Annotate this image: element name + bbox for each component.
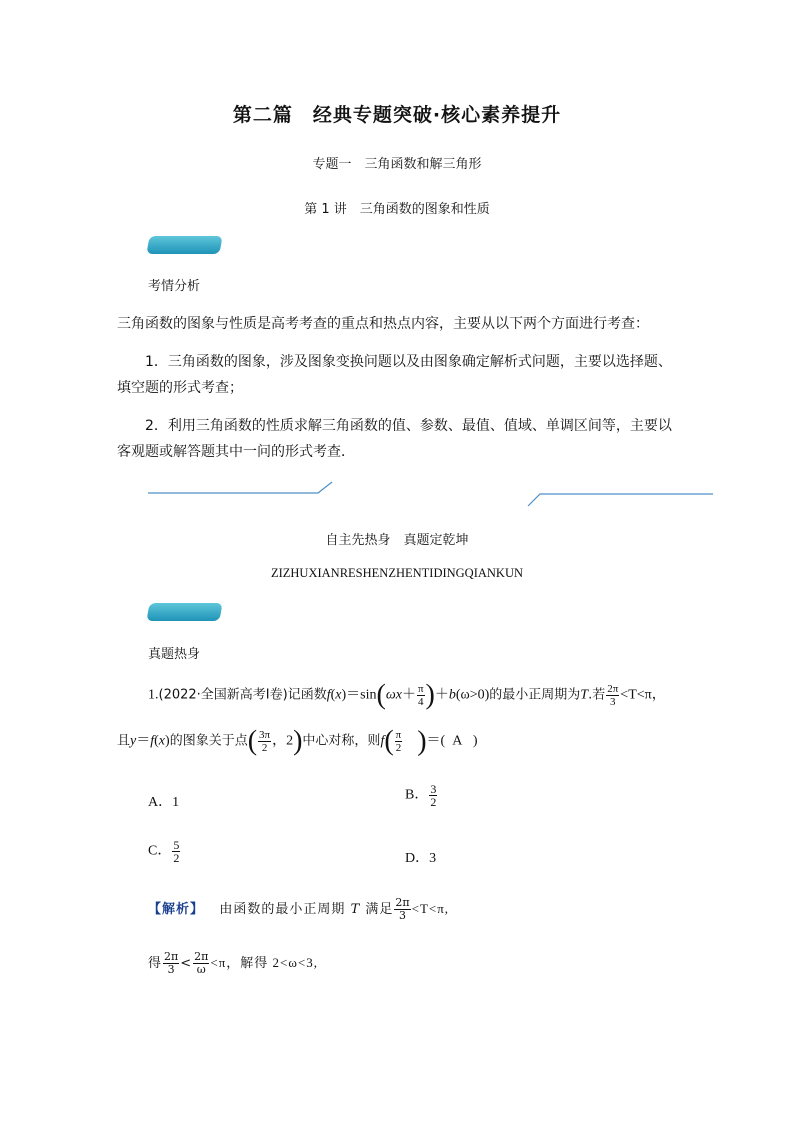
section-badge	[146, 236, 222, 254]
question-line-1: 1.(2022·全国新高考Ⅰ卷)记函数f(x)＝sin(ωx＋ $\frac{\pi}{4}$ )＋b(ω>0)的最小正周期为T.若 $\frac{2\pi}{3}$ <T<π，	[148, 679, 666, 711]
warmup-title: 自主先热身 真题定乾坤	[325, 533, 469, 548]
question-line-2: 且y＝f(x)的图象关于点( $\frac{3\pi}{2}$ ，2)中心对称，则f( $\frac{\pi}{2}$ )＝( A )	[117, 725, 478, 757]
analysis-point-1: 1．三角函数的图象，涉及图象变换问题以及由图象确定解析式问题，主要以选择题、填空题的形式考查；	[117, 354, 672, 396]
lecture-title: 第 1 讲 三角函数的图象和性质	[304, 202, 490, 217]
solution-line-1: 【解析】 由函数的最小正周期 T 满足 $\frac{2\pi}{3}$ <T<π,	[148, 896, 450, 922]
option-d[interactable]: D．3	[405, 851, 437, 866]
part-title: 第二篇 经典专题突破·核心素养提升	[232, 104, 562, 126]
solution-label: 【解析】	[148, 902, 205, 917]
section-divider	[148, 480, 713, 510]
solution-line-2: 得 $\frac{2\pi}{3}$ < $\frac{2\pi}{\omega}$ <π，解得 2<ω<3,	[148, 950, 319, 976]
answer-choice: A	[452, 733, 463, 749]
section-badge-2	[146, 603, 222, 621]
option-c[interactable]: C． $\frac{5}{2}$	[148, 838, 180, 865]
warmup-heading: 真题热身	[148, 647, 201, 662]
option-a[interactable]: A．1	[148, 795, 180, 810]
topic-title: 专题一 三角函数和解三角形	[312, 157, 482, 172]
analysis-intro: 三角函数的图象与性质是高考考查的重点和热点内容，主要从以下两个方面进行考查：	[117, 316, 649, 332]
warmup-pinyin: ZIZHUXIANRESHENZHENTIDINGQIANKUN	[270, 566, 524, 580]
analysis-heading: 考情分析	[148, 279, 201, 294]
option-b[interactable]: B． $\frac{3}{2}$	[405, 782, 437, 809]
analysis-point-2: 2．利用三角函数的性质求解三角函数的值、参数、最值、值域、单调区间等，主要以客观题或解答题其中一问的形式考查．	[117, 418, 672, 460]
